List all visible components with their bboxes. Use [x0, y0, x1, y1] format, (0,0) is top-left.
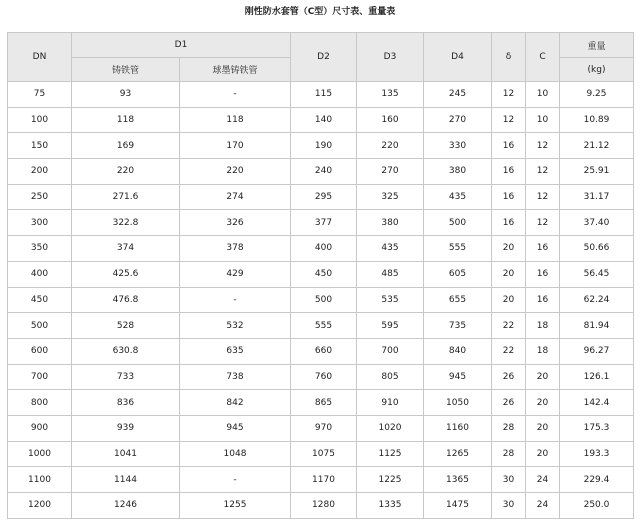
cell-d2: 140 [291, 107, 357, 133]
cell-d1-ductile-iron: - [180, 82, 291, 108]
cell-dn: 150 [8, 133, 72, 159]
cell-dn: 600 [8, 338, 72, 364]
header-d1-ductile-iron: 球墨铸铁管 [180, 58, 291, 82]
table-row [8, 338, 634, 364]
header-d1-cast-iron: 铸铁管 [72, 58, 180, 82]
cell-d1-cast-iron: 93 [72, 82, 180, 108]
header-d2: D2 [291, 33, 357, 82]
cell-d4: 945 [424, 364, 492, 390]
cell-dn: 200 [8, 159, 72, 185]
table-row [8, 364, 634, 390]
cell-weight: 81.94 [560, 313, 634, 339]
cell-d3: 700 [357, 338, 424, 364]
cell-d3: 485 [357, 261, 424, 287]
cell-d1-ductile-iron: 378 [180, 236, 291, 262]
cell-delta: 20 [492, 287, 526, 313]
table-row [8, 107, 634, 133]
cell-delta: 16 [492, 133, 526, 159]
cell-d1-cast-iron: 476.8 [72, 287, 180, 313]
table-row [8, 467, 634, 493]
cell-delta: 22 [492, 338, 526, 364]
cell-d4: 1265 [424, 441, 492, 467]
cell-delta: 28 [492, 415, 526, 441]
table-row [8, 236, 634, 262]
cell-d1-cast-iron: 1041 [72, 441, 180, 467]
cell-delta: 20 [492, 236, 526, 262]
cell-weight: 25.91 [560, 159, 634, 185]
cell-d3: 270 [357, 159, 424, 185]
cell-c: 18 [526, 338, 560, 364]
cell-d1-cast-iron: 169 [72, 133, 180, 159]
header-d1: D1 [72, 33, 291, 58]
cell-weight: 62.24 [560, 287, 634, 313]
cell-d1-cast-iron: 220 [72, 159, 180, 185]
cell-d3: 1020 [357, 415, 424, 441]
cell-d3: 325 [357, 184, 424, 210]
cell-weight: 229.4 [560, 467, 634, 493]
cell-d4: 1365 [424, 467, 492, 493]
table-row [8, 493, 634, 519]
cell-d2: 500 [291, 287, 357, 313]
cell-d1-ductile-iron: 945 [180, 415, 291, 441]
cell-d2: 400 [291, 236, 357, 262]
cell-weight: 142.4 [560, 390, 634, 416]
cell-d2: 660 [291, 338, 357, 364]
cell-weight: 56.45 [560, 261, 634, 287]
cell-d1-cast-iron: 118 [72, 107, 180, 133]
table-row [8, 415, 634, 441]
header-dn: DN [8, 33, 72, 82]
cell-weight: 31.17 [560, 184, 634, 210]
cell-d1-ductile-iron: 635 [180, 338, 291, 364]
table-row [8, 441, 634, 467]
cell-weight: 9.25 [560, 82, 634, 108]
cell-delta: 16 [492, 210, 526, 236]
cell-c: 24 [526, 467, 560, 493]
cell-delta: 12 [492, 82, 526, 108]
cell-c: 20 [526, 364, 560, 390]
cell-d2: 240 [291, 159, 357, 185]
cell-delta: 12 [492, 107, 526, 133]
cell-delta: 30 [492, 467, 526, 493]
cell-delta: 26 [492, 364, 526, 390]
table-row [8, 261, 634, 287]
cell-dn: 400 [8, 261, 72, 287]
cell-weight: 10.89 [560, 107, 634, 133]
cell-d2: 1280 [291, 493, 357, 519]
cell-d4: 840 [424, 338, 492, 364]
cell-d3: 805 [357, 364, 424, 390]
cell-dn: 75 [8, 82, 72, 108]
cell-dn: 1100 [8, 467, 72, 493]
cell-d1-cast-iron: 271.6 [72, 184, 180, 210]
cell-d4: 605 [424, 261, 492, 287]
cell-d2: 555 [291, 313, 357, 339]
cell-d3: 910 [357, 390, 424, 416]
header-d4: D4 [424, 33, 492, 82]
table-body [8, 82, 634, 519]
cell-c: 12 [526, 159, 560, 185]
cell-c: 20 [526, 390, 560, 416]
cell-d1-cast-iron: 939 [72, 415, 180, 441]
cell-d1-ductile-iron: 170 [180, 133, 291, 159]
cell-dn: 250 [8, 184, 72, 210]
cell-d2: 377 [291, 210, 357, 236]
cell-dn: 900 [8, 415, 72, 441]
cell-d2: 865 [291, 390, 357, 416]
cell-c: 24 [526, 493, 560, 519]
cell-d1-ductile-iron: 1048 [180, 441, 291, 467]
cell-d2: 1075 [291, 441, 357, 467]
cell-d1-ductile-iron: 738 [180, 364, 291, 390]
cell-d2: 970 [291, 415, 357, 441]
cell-d1-ductile-iron: 429 [180, 261, 291, 287]
cell-dn: 1000 [8, 441, 72, 467]
cell-d4: 500 [424, 210, 492, 236]
cell-c: 18 [526, 313, 560, 339]
table-title: 刚性防水套管（C型）尺寸表、重量表 [244, 7, 396, 17]
cell-d3: 160 [357, 107, 424, 133]
table-row [8, 159, 634, 185]
cell-dn: 1200 [8, 493, 72, 519]
header-delta: δ [492, 33, 526, 82]
cell-d2: 190 [291, 133, 357, 159]
cell-weight: 37.40 [560, 210, 634, 236]
cell-dn: 700 [8, 364, 72, 390]
header-c: C [526, 33, 560, 82]
cell-d4: 1475 [424, 493, 492, 519]
cell-weight: 250.0 [560, 493, 634, 519]
cell-d1-cast-iron: 1246 [72, 493, 180, 519]
cell-d1-cast-iron: 528 [72, 313, 180, 339]
cell-d3: 535 [357, 287, 424, 313]
cell-d1-ductile-iron: 842 [180, 390, 291, 416]
cell-d1-ductile-iron: - [180, 467, 291, 493]
dimension-weight-table [7, 32, 634, 519]
table-row [8, 133, 634, 159]
cell-d4: 1050 [424, 390, 492, 416]
cell-d4: 270 [424, 107, 492, 133]
cell-c: 10 [526, 107, 560, 133]
cell-d1-cast-iron: 1144 [72, 467, 180, 493]
cell-d1-ductile-iron: 532 [180, 313, 291, 339]
cell-weight: 21.12 [560, 133, 634, 159]
cell-d1-cast-iron: 425.6 [72, 261, 180, 287]
cell-d2: 295 [291, 184, 357, 210]
cell-dn: 100 [8, 107, 72, 133]
cell-d1-ductile-iron: 220 [180, 159, 291, 185]
cell-d3: 135 [357, 82, 424, 108]
cell-c: 12 [526, 184, 560, 210]
cell-weight: 126.1 [560, 364, 634, 390]
table-header [8, 33, 634, 82]
cell-c: 12 [526, 133, 560, 159]
cell-c: 16 [526, 261, 560, 287]
cell-weight: 96.27 [560, 338, 634, 364]
cell-d4: 555 [424, 236, 492, 262]
cell-d4: 380 [424, 159, 492, 185]
cell-delta: 28 [492, 441, 526, 467]
table-row [8, 313, 634, 339]
cell-dn: 300 [8, 210, 72, 236]
cell-d3: 595 [357, 313, 424, 339]
cell-d3: 380 [357, 210, 424, 236]
cell-c: 12 [526, 210, 560, 236]
cell-weight: 193.3 [560, 441, 634, 467]
cell-d1-ductile-iron: 326 [180, 210, 291, 236]
cell-dn: 450 [8, 287, 72, 313]
cell-d3: 1335 [357, 493, 424, 519]
cell-d1-ductile-iron: 274 [180, 184, 291, 210]
cell-c: 20 [526, 441, 560, 467]
cell-dn: 500 [8, 313, 72, 339]
cell-d1-cast-iron: 322.8 [72, 210, 180, 236]
cell-dn: 800 [8, 390, 72, 416]
cell-delta: 20 [492, 261, 526, 287]
cell-d2: 450 [291, 261, 357, 287]
cell-d4: 245 [424, 82, 492, 108]
cell-d1-cast-iron: 733 [72, 364, 180, 390]
cell-d3: 1225 [357, 467, 424, 493]
table-row [8, 184, 634, 210]
cell-delta: 30 [492, 493, 526, 519]
cell-d1-ductile-iron: - [180, 287, 291, 313]
header-weight: 重量 [560, 33, 634, 58]
cell-c: 16 [526, 287, 560, 313]
table-row [8, 210, 634, 236]
cell-delta: 16 [492, 184, 526, 210]
cell-weight: 50.66 [560, 236, 634, 262]
cell-weight: 175.3 [560, 415, 634, 441]
table-row [8, 82, 634, 108]
cell-d1-cast-iron: 836 [72, 390, 180, 416]
cell-d3: 1125 [357, 441, 424, 467]
cell-d2: 760 [291, 364, 357, 390]
header-d3: D3 [357, 33, 424, 82]
cell-c: 10 [526, 82, 560, 108]
cell-delta: 22 [492, 313, 526, 339]
cell-d3: 435 [357, 236, 424, 262]
table-row [8, 287, 634, 313]
cell-dn: 350 [8, 236, 72, 262]
cell-d2: 115 [291, 82, 357, 108]
cell-d1-cast-iron: 630.8 [72, 338, 180, 364]
cell-d1-ductile-iron: 118 [180, 107, 291, 133]
cell-c: 20 [526, 415, 560, 441]
table-row [8, 390, 634, 416]
cell-d4: 655 [424, 287, 492, 313]
cell-d3: 220 [357, 133, 424, 159]
cell-d1-cast-iron: 374 [72, 236, 180, 262]
cell-d4: 435 [424, 184, 492, 210]
cell-d2: 1170 [291, 467, 357, 493]
cell-d1-ductile-iron: 1255 [180, 493, 291, 519]
cell-delta: 26 [492, 390, 526, 416]
cell-delta: 16 [492, 159, 526, 185]
cell-c: 16 [526, 236, 560, 262]
header-weight-unit: (kg) [560, 58, 634, 82]
cell-d4: 330 [424, 133, 492, 159]
cell-d4: 1160 [424, 415, 492, 441]
cell-d4: 735 [424, 313, 492, 339]
